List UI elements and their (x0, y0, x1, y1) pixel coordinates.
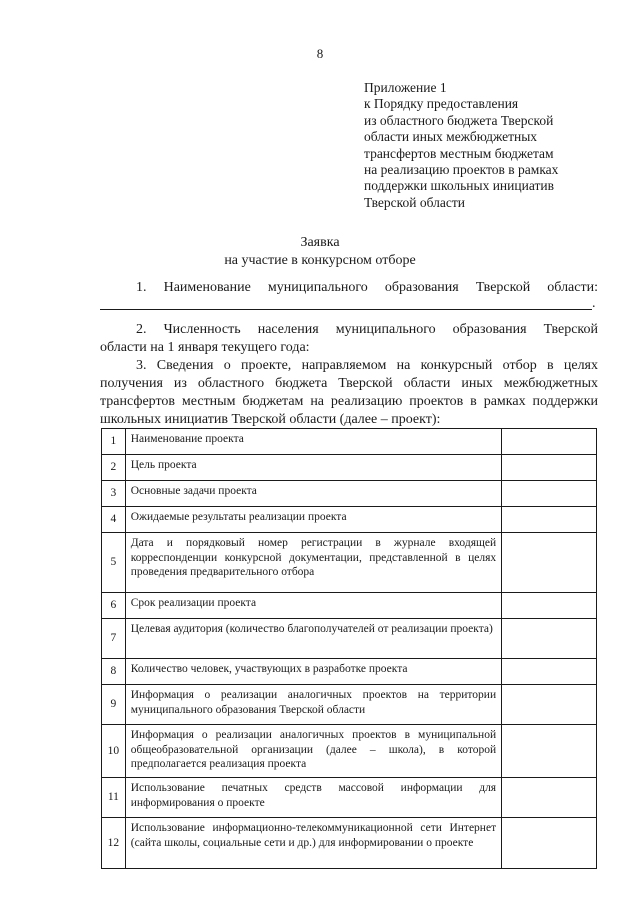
row-number: 12 (102, 818, 126, 869)
table-row (102, 507, 597, 533)
project-info-table (101, 428, 597, 869)
row-value-cell[interactable] (502, 778, 597, 818)
row-value-cell[interactable] (502, 725, 597, 778)
row-label: Информация о реализации аналогичных проектов в муниципальной общеобразовательной организации (далее – школа), в которой предполагается реализация проекта (125, 725, 501, 778)
subtitle-line: на участие в конкурсном отборе (224, 253, 416, 268)
field-end-period: . (592, 296, 596, 311)
row-number: 3 (102, 481, 126, 507)
item-2-line: области на 1 января текущего года: (100, 340, 310, 355)
item-2-population (100, 321, 598, 357)
row-number: 4 (102, 507, 126, 533)
table-row (102, 818, 597, 869)
page-number: 8 (316, 46, 324, 61)
row-value-cell[interactable] (502, 685, 597, 725)
appendix-line: области иных межбюджетных (364, 129, 538, 145)
table-row (102, 659, 597, 685)
item-3-project-info (100, 357, 598, 429)
row-number: 9 (102, 685, 126, 725)
table-row (102, 429, 597, 455)
item-2-line: 2. Численность населения муниципального образования Тверской (136, 322, 598, 337)
row-label: Срок реализации проекта (125, 593, 501, 619)
row-number: 5 (102, 533, 126, 593)
appendix-line: к Порядку предоставления (364, 96, 519, 112)
row-value-cell[interactable] (502, 659, 597, 685)
table-row (102, 619, 597, 659)
table-row (102, 593, 597, 619)
item-3-line: трансфертов местным бюджетам на реализацию проектов в рамках поддержки (100, 394, 598, 409)
row-label: Целевая аудитория (количество благополучателей от реализации проекта) (125, 619, 501, 659)
appendix-line: на реализацию проектов в рамках (364, 162, 559, 178)
row-number: 10 (102, 725, 126, 778)
row-value-cell[interactable] (502, 455, 597, 481)
row-value-cell[interactable] (502, 507, 597, 533)
row-number: 1 (102, 429, 126, 455)
table-row (102, 685, 597, 725)
row-number: 8 (102, 659, 126, 685)
row-value-cell[interactable] (502, 429, 597, 455)
appendix-line: из областного бюджета Тверской (364, 112, 554, 128)
item-3-line: школьных инициатив Тверской области (далее – проект): (100, 412, 441, 427)
municipality-name-field[interactable] (100, 309, 592, 310)
row-label: Цель проекта (125, 455, 501, 481)
row-number: 2 (102, 455, 126, 481)
title-line: Заявка (300, 235, 340, 250)
row-value-cell[interactable] (502, 593, 597, 619)
document-title (0, 234, 640, 270)
row-value-cell[interactable] (502, 619, 597, 659)
row-number: 11 (102, 778, 126, 818)
row-value-cell[interactable] (502, 481, 597, 507)
row-value-cell[interactable] (502, 533, 597, 593)
row-label: Наименование проекта (125, 429, 501, 455)
row-number: 6 (102, 593, 126, 619)
row-label: Информация о реализации аналогичных проектов на территории муниципального образования Тверской области (125, 685, 501, 725)
row-number: 7 (102, 619, 126, 659)
row-value-cell[interactable] (502, 818, 597, 869)
row-label: Использование печатных средств массовой информации для информирования о проекте (125, 778, 501, 818)
row-label: Количество человек, участвующих в разработке проекта (125, 659, 501, 685)
table-row (102, 778, 597, 818)
table-row (102, 455, 597, 481)
item-1-text: 1. Наименование муниципального образования Тверской области: (136, 280, 598, 295)
appendix-header (364, 80, 614, 211)
row-label: Дата и порядковый номер регистрации в журнале входящей корреспонденции конкурсной документации, представленной в целях проведения предварительного отбора (125, 533, 501, 593)
table-row (102, 533, 597, 593)
item-3-line: 3. Сведения о проекте, направляемом на конкурсный отбор в целях (136, 358, 598, 373)
appendix-line: Тверской области (364, 194, 465, 210)
item-1-municipality-name (100, 279, 598, 297)
table-row (102, 725, 597, 778)
row-label: Использование информационно-телекоммуникационной сети Интернет (сайта школы, социальные сети и др.) для информировании о проекте (125, 818, 501, 869)
appendix-line: трансфертов местным бюджетам (364, 145, 554, 161)
table-row (102, 481, 597, 507)
item-3-line: получения из областного бюджета Тверской области иных межбюджетных (100, 376, 598, 391)
row-label: Основные задачи проекта (125, 481, 501, 507)
row-label: Ожидаемые результаты реализации проекта (125, 507, 501, 533)
appendix-line: поддержки школьных инициатив (364, 178, 554, 194)
appendix-line: Приложение 1 (364, 80, 447, 95)
